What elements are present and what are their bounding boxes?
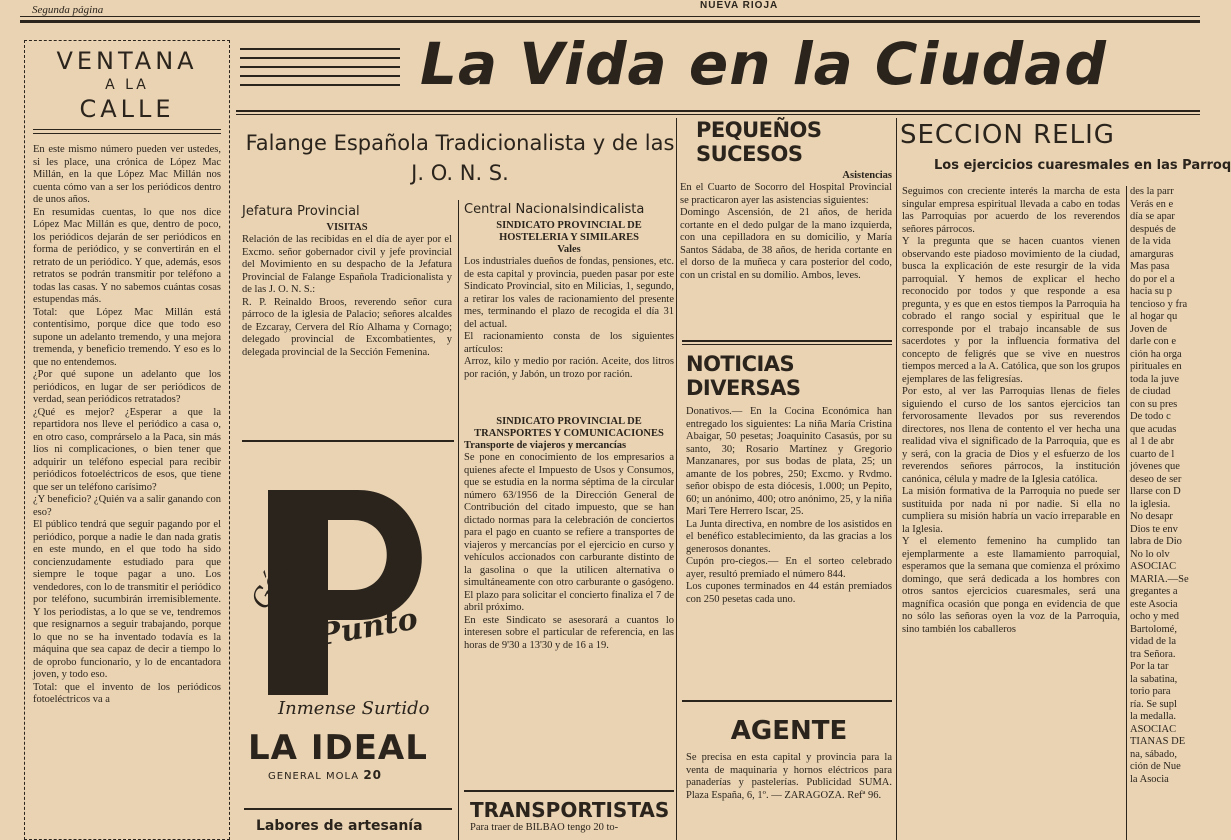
- la-ideal-advertisement: [238, 450, 454, 810]
- column-divider: [676, 118, 677, 840]
- seccion-religiosa-title: SECCION RELIG: [900, 120, 1115, 150]
- section-banner-title: La Vida en la Ciudad: [420, 30, 1107, 98]
- central-article: [464, 220, 674, 742]
- ventana-separator: [33, 129, 221, 134]
- transportes-body: Se pone en conocimiento de los empresarios a quienes afecte el Impuesto de Usos y Consumos, que se estudia en la norma séptima de la circular número 63/1956 de la Dirección General de Contribución del citado impuesto, que se han dictado normas para la celebración de conciertos para el pago en cuanto se refiere a transportes de viajeros y mercancías por el ejercicio en curso y vehículos accionados con carburante distinto de la gasolina o que la utilicen alternativa o simultáneamente con otro carburante o gasógeno. El plazo para solicitar el concierto finaliza el 7 de abril próximo. En este Sindicato se asesorará a cuantos lo interesen sobre el particular de referencia, en las horas de 9'30 a 13'30 y de 16 a 19.: [464, 452, 674, 651]
- noticias-diversas-body: Donativos.— En la Cocina Económica han entregado los siguientes: La niña María Cristina Abaigar, 50 pesetas; Joaquinito Casasús, por su santo, 30; Rosario Martínez y Gregorio Manzanares, por sus bodas de plata, 25; un amante de los pobres, 250; Excmo. y Rvdmo. señor obispo de esta diócesis, 1.000; un Pepito, 60; un anónimo, 400; otro anónimo, 25, y la niña Mari Tere Herrero Iscar, 25. La Junta directiva, en nombre de los asistidos en el benéfico establecimiento, da las gracias a los generosos donantes. Cupón pro-ciegos.— En el sorteo celebrado ayer, resultó premiado el número 844. Los cupones terminados en 44 están premiados con 250 pesetas cada uno.: [686, 406, 892, 605]
- surtido-script: Inmense Surtido: [278, 698, 430, 719]
- column-divider: [1126, 186, 1127, 840]
- punto-script: Punto: [315, 601, 421, 654]
- agente-ad: [686, 716, 892, 826]
- labores-rule: [244, 808, 452, 810]
- noticias-diversas-title: NOTICIAS DIVERSAS: [686, 352, 801, 400]
- transportistas-body: Para traer de BILBAO tengo 20 to-: [470, 822, 619, 833]
- column-divider: [896, 118, 897, 840]
- agente-body: Se precisa en esta capital y provincia para la venta de maquinaria y hornos eléctricos para panaderías y pastelerías. Publicidad SUMA. Plaza España, 6, 1º. — ZARAGOZA. Refª 96.: [686, 752, 892, 801]
- ventana-title-line: CALLE: [79, 95, 175, 123]
- pequenos-sucesos-body: En el Cuarto de Socorro del Hospital Provincial se practicaron ayer las asistencias siguientes: Domingo Ascensión, de 21 años, de herida cortante en el dedo pulgar de la mano izquierda, con una cepilladora en su domicilio, y María Santos Sádaba, de 38 años, de herida cortante en el dorso de la muñeca y cara posterior del codo, con un cristal en su domilio. Ambos, leves.: [680, 182, 892, 281]
- ventana-title: [33, 47, 221, 123]
- newspaper-name: NUEVA RIOJA: [700, 0, 779, 11]
- ventana-column: [24, 40, 230, 840]
- ventana-title-line: VENTANA: [56, 47, 198, 75]
- jefatura-subhead: VISITAS: [326, 222, 368, 233]
- pequenos-sucesos-title: PEQUEÑOS SUCESOS: [696, 118, 822, 166]
- labores-heading: Labores de artesanía: [256, 818, 423, 834]
- jefatura-rule: [242, 440, 454, 442]
- noticias-column: [686, 352, 892, 696]
- banner-decoration: [240, 48, 400, 96]
- religiosa-column-2: des la parr Verás en e día se apar después de de la vida amarguras Mas pasa do por el a hacia su p tencioso y fra al hogar qu Joven de darle con e ción ha orga pirituales en toda la juve de ciudad con su pres De todo c que acudas al 1 de abr cuarto de l jóvenes que deseo de ser llarse con D la iglesia. No desapr Dios te env labra de Dio No lo olv ASOCIAC MARIA.—Se gregantes a este Asocia ocho y med Bartolomé, vidad de la tra Señora. Por la tar la sabatina, torio para ría. Se supl la medalla. ASOCIAC TIANAS DE na, sábado, ción de Nue la Asocia: [1130, 186, 1189, 785]
- ventana-title-line: A LA: [105, 77, 149, 93]
- transportistas-title: TRANSPORTISTAS: [470, 798, 670, 822]
- noticias-rule-thin: [682, 344, 892, 345]
- banner-rule-thin: [236, 114, 1200, 115]
- asistencias-subhead: Asistencias: [842, 170, 892, 181]
- jefatura-article: [242, 222, 452, 430]
- la-ideal-address: [268, 768, 382, 782]
- religiosa-body: Seguimos con creciente interés la marcha de esta singular empresa espiritual llevada a cabo en todas las Parroquias por acuerdo de los reverendos señores párrocos. Y la pregunta que se hacen cuantos vienen observando este piadoso movimiento de la ciudad, busca la explicación de este resurgir de la vida parroquial. Y hemos de explicar el hecho reconocido por todos y que responde a esa pregunta, y es que en estos tiempos la Parroquia ha cobrado el rango social y espiritual que le corresponde por el trabajo incansable de sus sacerdotes y por la influencia formativa del concepto de feligrés que se vive en nuestros tiempos merced a la A. Católica, que son los grupos ejemplares de las feligresías. Por esto, al ver las Parroquias llenas de fieles siguiendo el curso de los santos ejercicios tan fervorosamente llevados por sus reverendos directores, nos llena de contento el ver hecha una realidad viva el significado de la Parroquia, que es y será, con la gracia de Dios y el esfuerzo de los reverendos señores párrocos, la institución canónica, célula y madre de la Iglesia católica. La misión formativa de la Parroquia no puede ser sustituida por nada ni por nadie. Si ella no cumpliera su misión habría un vacío irreparable en la Iglesia. Y el elemento femenino ha cumplido tan ejemplarmente a este llamamiento parroquial, esperamos que la semana que comienza el próximo domingo, que será dedicada a los hombres con otros santos ejercicios cuaresmales, será una magnífica ocasión que ponga en evidencia de que no sólo las señoras oyen la voz de la Parroquia, sino también los caballeros: [902, 186, 1120, 635]
- address-street: GENERAL MOLA: [268, 771, 360, 782]
- jefatura-heading: Jefatura Provincial: [242, 204, 360, 219]
- address-number: 20: [363, 768, 383, 782]
- jefatura-body: Relación de las recibidas en el día de ayer por el Excmo. señor gobernador civil y jefe provincial del Movimiento en su despacho de la Jefatura Provincial de Falange Española Tradicionalista y de las J. O. N. S.: R. P. Reinaldo Broos, reverendo señor cura párroco de la iglesia de Palacio; señores alcaldes de Ezcaray, Cervera del Río Alhama y Cornago; delegado provincial de Excombatientes, y delegada provincial de la Sección Femenina.: [242, 234, 452, 358]
- transportes-subhead: SINDICATO PROVINCIAL DE TRANSPORTES Y COMUNICACIONES: [474, 416, 664, 439]
- vales-subhead: Vales: [557, 244, 581, 255]
- transportistas-rule: [464, 790, 674, 792]
- sucesos-column: [680, 118, 892, 342]
- agente-rule: [682, 700, 892, 702]
- ejercicios-subtitle: Los ejercicios cuaresmales en las Parroq: [934, 158, 1231, 173]
- header-rule: [20, 16, 1200, 17]
- central-heading: Central Nacionalsindicalista: [464, 202, 645, 217]
- banner-rule: [236, 110, 1200, 112]
- header-rule-thick: [20, 20, 1200, 23]
- la-ideal-name: LA IDEAL: [248, 728, 428, 768]
- column-divider: [458, 200, 459, 840]
- agente-title: AGENTE: [730, 716, 848, 746]
- noticias-rule: [682, 340, 892, 342]
- page-label: Segunda página: [32, 4, 104, 16]
- generos-script: Géneros: [246, 503, 324, 615]
- ventana-body: En este mismo número pueden ver ustedes, si les place, una crónica de López Mac Millán, en la que López Mac Millán nos cuenta cómo van a ser los periódicos dentro de unos años. En resumidas cuentas, lo que nos dice López Mac Millán es que, dentro de poco, los periódicos dejarán de ser periódicos en forma de periódico, y se convertirán en el retrato de un periódico. Y que, además, esos retratos se podrán transmitir por teléfono a todas las casas. Y no sabemos cuántas cosas estupendas más. Total: que López Mac Millán está contentísimo, porque dice que todo eso supone un adelanto tremendo, y una mejora tremenda, y beneficio tremendo. Y eso es lo que no entendemos. ¿Por qué supone un adelanto que los periódicos, en lugar de ser periódicos de verdad, sean periódicos retratados? ¿Qué es mejor? ¿Esperar a que la repartidora nos lleve el periódico a casa o, en otro caso, comprárselo a la Paca, sin más líos ni complicaciones, o bien tener que adquirir un teléfono especial para recibir periódicos fotoeléctricos de esos, que tiene que ser un teléfono carísimo? ¿Y beneficio? ¿Quién va a salir ganando con eso? El público tendrá que seguir pagando por el periódico, porque a nadie le dan nada gratis en este mundo, en el que todo ha sido concienzudamente estudiado para que siempre le toque pagar a uno. Los vendedores, con lo de transmitir el periódico por teléfono, sucumbirán irremisiblemente. Y los periodistas, a lo que se ve, tendremos que resignarnos a seguir trabajando, porque lo que no se ha inventado todavía es la máquina que sea capaz de decir a tiempo lo de oprobo funcionario, y lo de encantadora joven, y todo eso. Total: que el invento de los periódicos fotoeléctricos va a: [33, 144, 221, 705]
- falange-headline: Falange Española Tradicionalista y de las J. O. N. S.: [245, 131, 675, 185]
- viajeros-subhead: Transporte de viajeros y mercancías: [464, 440, 627, 451]
- hosteleria-subhead: SINDICATO PROVINCIAL DE HOSTELERIA Y SIMILARES: [496, 220, 642, 243]
- transportistas-ad: [470, 798, 676, 836]
- hosteleria-body: Los industriales dueños de fondas, pensiones, etc. de esta capital y provincia, pueden pasar por este Sindicato Provincial, sito en Milicias, 1, segundo, a retirar los vales de racionamiento del presente mes, terminando el plazo de recogida el día 31 del actual. El racionamiento consta de los siguientes artículos: Arroz, kilo y medio por ración. Aceite, dos litros por ración, y Jabón, un trozo por ración.: [464, 256, 674, 380]
